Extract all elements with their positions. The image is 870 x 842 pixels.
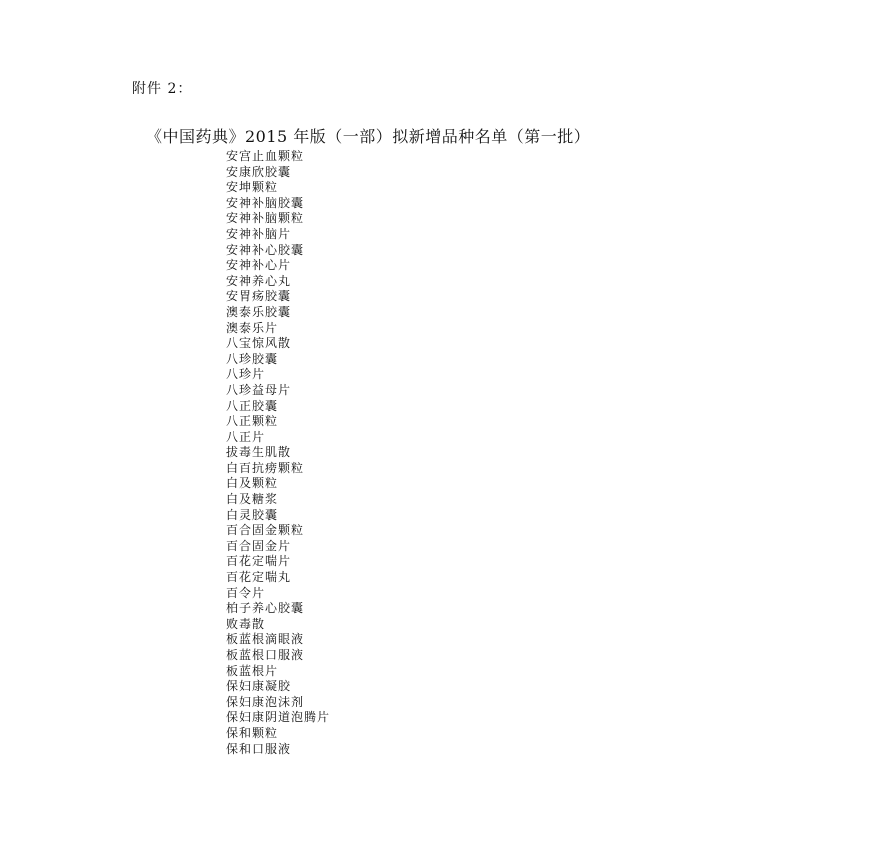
list-item: 澳泰乐片 <box>226 320 279 335</box>
list-item: 八珍片 <box>226 367 266 382</box>
list-item: 八正胶囊 <box>226 398 279 413</box>
list-item: 八正颗粒 <box>226 414 279 429</box>
list-item: 保妇康泡沫剂 <box>226 694 305 709</box>
list-item: 保和颗粒 <box>226 725 279 740</box>
list-item: 白灵胶囊 <box>226 507 279 522</box>
list-item: 安神补心片 <box>226 258 292 273</box>
list-item: 百花定喘丸 <box>226 570 292 585</box>
list-item: 安神养心丸 <box>226 273 292 288</box>
list-item: 白及颗粒 <box>226 476 279 491</box>
list-item: 澳泰乐胶囊 <box>226 304 292 319</box>
medicine-list <box>226 149 330 757</box>
list-item: 百花定喘片 <box>226 554 292 569</box>
list-item: 安神补心胶囊 <box>226 242 305 257</box>
list-item: 八宝惊风散 <box>226 336 292 351</box>
list-item: 保和口服液 <box>226 741 292 756</box>
list-item: 安宫止血颗粒 <box>226 149 305 163</box>
list-item: 保妇康凝胶 <box>226 679 292 694</box>
list-item: 百合固金颗粒 <box>226 523 305 538</box>
list-item: 安神补脑胶囊 <box>226 195 305 210</box>
list-item: 八正片 <box>226 429 266 444</box>
list-item: 板蓝根片 <box>226 663 279 678</box>
list-item: 百令片 <box>226 585 266 600</box>
list-item: 柏子养心胶囊 <box>226 601 305 616</box>
list-item: 拔毒生肌散 <box>226 445 292 460</box>
list-item: 安坤颗粒 <box>226 180 279 195</box>
attachment-label: 附件 2： <box>132 81 193 97</box>
list-item: 八珍益母片 <box>226 382 292 397</box>
list-item: 安康欣胶囊 <box>226 164 292 179</box>
document-title: 《中国药典》2015 年版（一部）拟新增品种名单（第一批） <box>146 127 591 146</box>
list-item: 八珍胶囊 <box>226 351 279 366</box>
list-item: 安神补脑颗粒 <box>226 211 305 226</box>
list-item: 败毒散 <box>226 616 266 631</box>
list-item: 安神补脑片 <box>226 226 292 241</box>
list-item: 安胃疡胶囊 <box>226 289 292 304</box>
list-item: 板蓝根口服液 <box>226 648 305 662</box>
list-item: 白及糖浆 <box>226 492 279 507</box>
list-item: 保妇康阴道泡腾片 <box>226 710 331 725</box>
list-item: 百合固金片 <box>226 538 292 553</box>
list-item: 板蓝根滴眼液 <box>226 632 305 647</box>
list-item: 白百抗痨颗粒 <box>226 460 305 475</box>
